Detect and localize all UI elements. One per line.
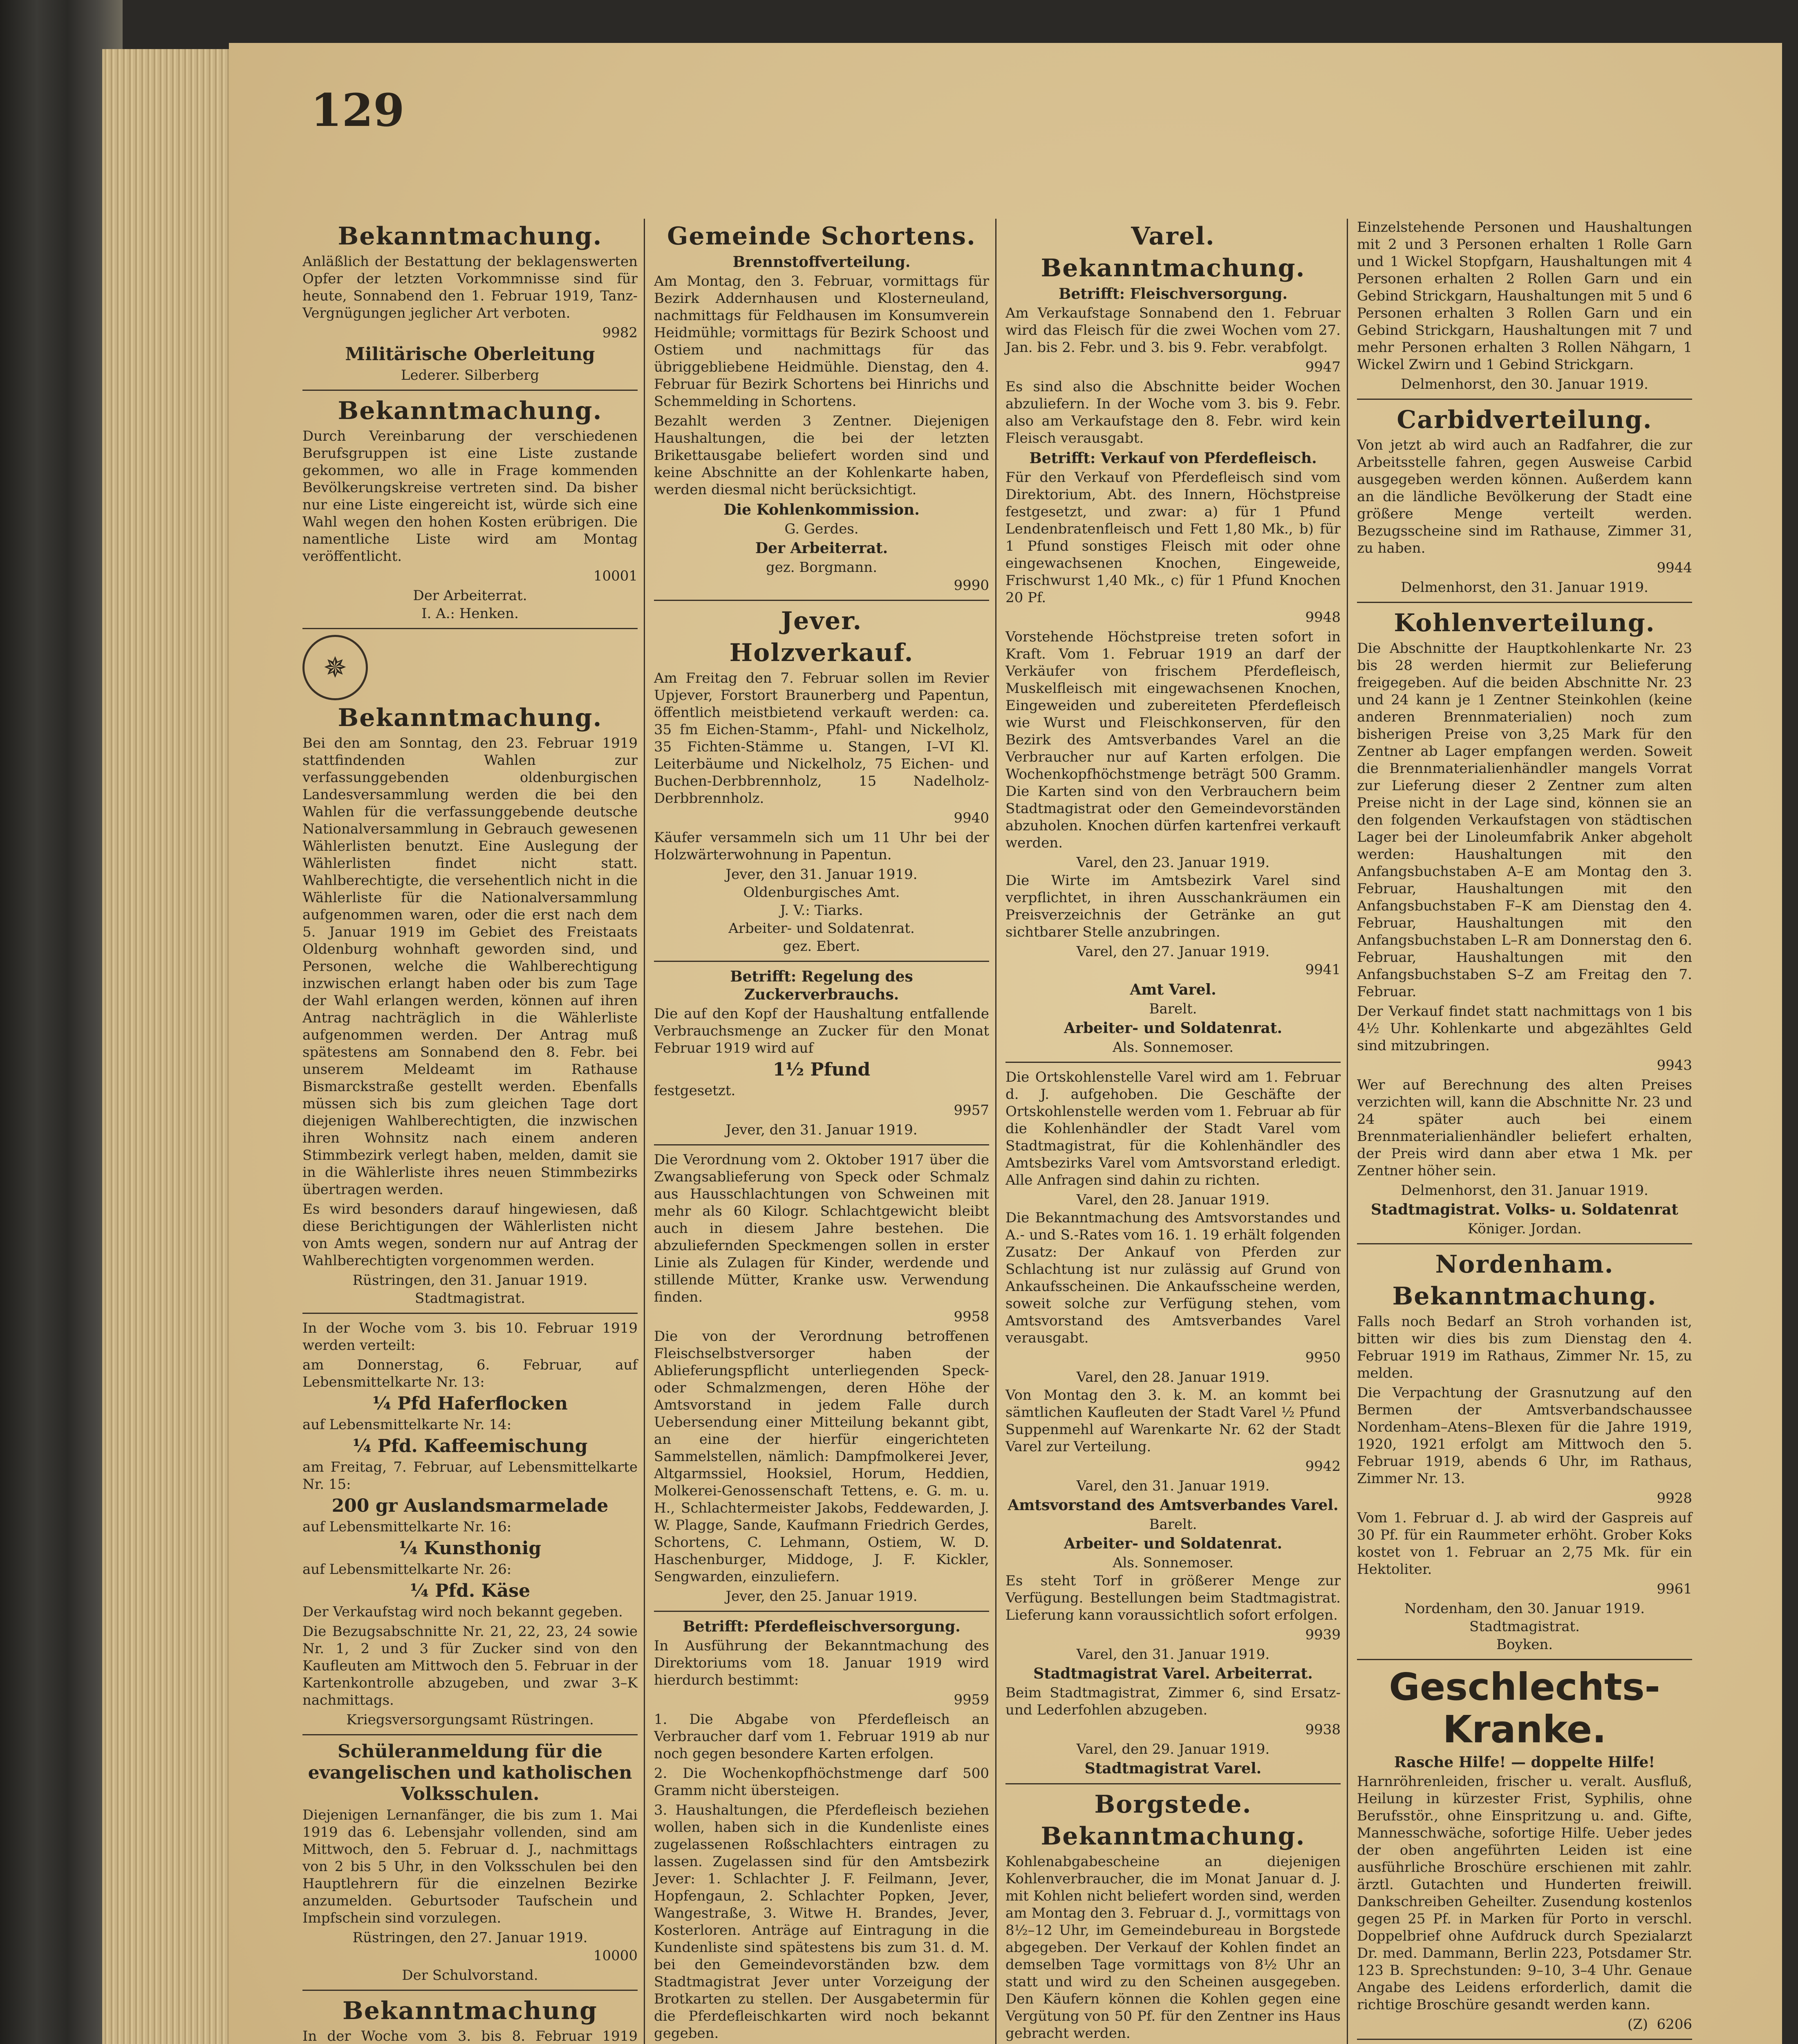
notice-text: In der Woche vom 3. bis 10. Februar 1919 werden verteilt: — [302, 1320, 638, 1354]
ration-line: am Freitag, 7. Februar, auf Lebensmittelkarte Nr. 15: — [302, 1459, 638, 1493]
signature: Arbeiter- und Soldatenrat. — [1064, 1535, 1283, 1552]
divider — [1357, 2039, 1692, 2040]
notice-text: 3. Haushaltungen, die Pferdefleisch beziehen wollen, haben sich in die Kundenliste eines zugelassenen Roßschlachters eintragen zu lassen. Zugelassen sind für den Amtsbezirk Jever: 1. Schlachter J. F. Feilmann, Jever, Hopfengaun, 2. Schlachter Popken, Jever, Wangestraße, 3. Witwe H. Brandes, Jever, Kosterloren. Anträge auf Eintragung in die Kundenliste sind spätestens bis zum 31. d. M. bei den Gemeindevorständen bzw. dem Stadtmagistrat Jever unter Vorzeigung der Brotkarten zu stellen. Der Ausgabetermin für die Pferdefleischkarten wird noch bekannt gegeben. — [654, 1802, 989, 2042]
notice-number: 10001 — [593, 568, 638, 584]
signature: Barelt. — [1149, 1001, 1197, 1017]
notice-text: 1. Die Abgabe von Pferdefleisch an Verbraucher darf vom 1. Februar 1919 ab nur noch gegen besondere Karten erfolgen. — [654, 1711, 989, 1762]
signature: Arbeiter- und Soldatenrat. — [1064, 1020, 1283, 1037]
signature: Der Arbeiterrat. — [413, 587, 527, 604]
divider — [1005, 1783, 1341, 1784]
notice-number: 9943 — [1657, 1057, 1692, 1074]
signature: Arbeiter- und Soldatenrat. — [728, 920, 915, 937]
notice-text: Kohlenabgabescheine an diejenigen Kohlenverbraucher, die im Monat Januar d. J. mit Kohlen nicht beliefert worden sind, werden am Montag den 3. Februar d. J., vormittags von 8½–12 Uhr, im Gemeindebureau in Borgstede abgegeben. Der Verkauf der Kohlen findet an demselben Tage vormittags von 8½ Uhr an statt und wird zu den Scheinen ausgegeben. Den Käufern können die Kohlen gegen eine Vergütung von 50 Pf. für den Zentner ins Haus gebracht werden. — [1005, 1853, 1341, 2042]
notice-text: Es steht Torf in größerer Menge zur Verfügung. Bestellungen beim Stadtmagistrat. Lieferung kann voraussichtlich sofort erfolgen. — [1005, 1573, 1341, 1623]
signature: Boyken. — [1496, 1636, 1553, 1653]
section-title: Jever. — [781, 607, 862, 635]
notice-date: Delmenhorst, den 30. Januar 1919. — [1401, 376, 1648, 392]
signature: Lederer. Silberberg — [401, 367, 540, 383]
notice-text: Anläßlich der Bestattung der beklagenswerten Opfer der letzten Vorkommnisse sind für heute, Sonnabend den 1. Februar 1919, Tanz-Vergnügungen jeglicher Art verboten. — [302, 253, 638, 321]
notice-title: Bekanntmachung. — [338, 397, 602, 425]
signature: Stadtmagistrat Varel. Arbeiterrat. — [1033, 1665, 1313, 1682]
signature: Barelt. — [1149, 1516, 1197, 1533]
notice-text: Die auf den Kopf der Haushaltung entfallende Verbrauchsmenge an Zucker für den Monat Februar 1919 wird auf — [654, 1006, 989, 1056]
notice-text: Die von der Verordnung betroffenen Fleischselbstversorger haben der Ablieferungspflicht unterliegenden Speck- oder Schmalzmengen, deren Höhe der Amtsvorstand in jedem Falle durch Uebersendung einer Mitteilung bekannt gibt, an eine der hierfür eingerichteten Sammelstellen, nämlich: Dampfmolkerei Jever, Altgarmssiel, Hooksiel, Horum, Heddien, Molkerei-Genossenschaft Tettens, e. G. m. u. H., Schlachtermeister Jakobs, Feddewarden, J. W. Plagge, Sande, Kaufmann Friedrich Gerdes, Schortens, C. Lehmann, Ostiem, W. D. Haschenburger, Middoge, J. F. Kickler, Sengwarden, einzuliefern. — [654, 1328, 989, 1585]
notice-text: Am Freitag den 7. Februar sollen im Revier Upjever, Forstort Braunerberg und Papentun, öffentlich meistbietend verkauft werden: ca. 35 fm Eichen-Stamm-, Pfahl- und Nickelholz, 35 Fichten-Stämme u. Stangen, I–VI Kl. Leiterbäume und Nickelholz, 75 Eichen- und Buchen-Derbbrennholz, 15 Nadelholz-Derbbrennholz. — [654, 670, 989, 807]
ration-item: ¼ Pfd. Käse — [410, 1580, 531, 1601]
ration-line: am Donnerstag, 6. Februar, auf Lebensmittelkarte Nr. 13: — [302, 1357, 638, 1390]
notice-text: In Ausführung der Bekanntmachung des Direktoriums vom 18. Januar 1919 wird hierdurch bestimmt: — [654, 1638, 989, 1688]
notice-subtitle: Betrifft: Verkauf von Pferdefleisch. — [1029, 450, 1317, 467]
column-4 — [1357, 219, 1692, 2044]
notice-number: 9961 — [1657, 1581, 1692, 1597]
notice-text: Die Bezugsabschnitte Nr. 21, 22, 23, 24 sowie Nr. 1, 2 und 3 für Zucker sind von den Kaufleuten am Mittwoch den 5. Februar in der Kartenkontrolle abzugeben, und zwar 3–K nachmittags. — [302, 1623, 638, 1708]
notice-text: Von jetzt ab wird auch an Radfahrer, die zur Arbeitsstelle fahren, gegen Ausweise Carbid ausgegeben werden können. Außerdem kann an die ländliche Bevölkerung der Stadt eine größere Menge verteilt werden. Bezugsscheine sind im Rathause, Zimmer 31, zu haben. — [1357, 437, 1692, 556]
column-1 — [302, 219, 638, 2044]
notice-text: Diejenigen Lernanfänger, die bis zum 1. Mai 1919 das 6. Lebensjahr vollenden, sind am Mittwoch, den 5. Februar d. J., nachmittags von 2 bis 5 Uhr, in den Volksschulen bei den Hauptlehrern für die einzelnen Bezirke anzumelden. Geburtsoder Taufschein und Impfschein sind vorzulegen. — [302, 1807, 638, 1926]
notice-text: Am Verkaufstage Sonnabend den 1. Februar wird das Fleisch für die zwei Wochen vom 27. Jan. bis 2. Febr. und 3. bis 9. Febr. verabfolgt. — [1005, 305, 1341, 356]
notice-title: Schüleranmeldung für die evangelischen und katholischen Volksschulen. — [308, 1741, 632, 1804]
notice-number: 9942 — [1305, 1458, 1341, 1475]
divider — [654, 1611, 989, 1612]
divider — [302, 1990, 638, 1991]
authority-name: Militärische Oberleitung — [345, 344, 595, 365]
notice-title: Bekanntmachung. — [1392, 1282, 1657, 1311]
divider — [302, 390, 638, 391]
signature: Der Schulvorstand. — [402, 1967, 538, 1983]
page-number: 129 — [311, 84, 405, 137]
notice-title: Bekanntmachung — [342, 1997, 598, 2025]
notice-text: Am Montag, den 3. Februar, vormittags für Bezirk Addernhausen und Klosterneuland, nachmittags für Feldhausen im Konsumverein Heidmühle; vormittags für Bezirk Schoost und Ostiem und nachmittags für das übriggebliebene Heidmühle. Dienstag, den 4. Februar für Bezirk Schortens bei Hinrichs und Schemmelding in Schortens. — [654, 273, 989, 410]
notice-number: 9938 — [1305, 1721, 1341, 1738]
notice-text: Falls noch Bedarf an Stroh vorhanden ist, bitten wir dies bis zum Dienstag den 4. Februar 1919 im Rathaus, Zimmer Nr. 15, zu melden. — [1357, 1313, 1692, 1381]
signature: Stadtmagistrat. — [1469, 1618, 1580, 1635]
signature: gez. Ebert. — [783, 938, 860, 955]
divider — [1357, 602, 1692, 603]
notice-text: Vorstehende Höchstpreise treten sofort in Kraft. Vom 1. Februar 1919 an darf der Verkäufer von frischem Pferdefleisch, Muskelfleisch mit eingewachsenen Knochen, Eingeweiden und zubereiteten Pferdefleisch wie Wurst und Fleischkonserven, für den Bezirk des Amtsverbandes Varel an die Verbraucher nur auf Karten erfolgen. Die Wochenkopfhöchstmenge beträgt 500 Gramm. Die Karten sind von den Verbrauchern beim Stadtmagistrat oder den Gemeindevorständen abzuholen. Knochen dürfen kartenfrei verkauft werden. — [1005, 629, 1341, 851]
divider — [1005, 1062, 1341, 1063]
notice-text: Wer auf Berechnung des alten Preises verzichten will, kann die Abschnitte Nr. 23 und 24 später auch bei einem Brennmaterialienhändler beliefert erhalten, der Preis wird dann aber etwa 1 Mk. per Zentner höher sein. — [1357, 1077, 1692, 1179]
ad-text: Harnröhrenleiden, frischer u. veralt. Ausfluß, Heilung in kürzester Frist, Syphilis, ohne Berufsstör., ohne Einspritzung u. and. Gifte, Mannesschwäche, sofortige Hilfe. Ueber jedes der oben angeführten Leiden ist eine ausführliche Broschüre erschienen mit zahlr. ärztl. Gutachten und Hunderten freiwill. Dankschreiben Geheilter. Zusendung kostenlos gegen 25 Pf. in Marken für Porto in verschl. Doppelbrief ohne Aufdruck durch Spezialarzt Dr. med. Dammann, Berlin 223, Potsdamer Str. 123 B. Sprechstunden: 9–10, 3–4 Uhr. Genaue Angabe des Leidens erforderlich, damit die richtige Broschüre gesandt werden kann. — [1357, 1773, 1692, 2013]
notice-date: Varel, den 29. Januar 1919. — [1076, 1741, 1270, 1757]
notice-text: Bei den am Sonntag, den 23. Februar 1919 stattfindenden Wahlen zur verfassunggebenden oldenburgischen Landesversammlung werden die bei den Wahlen für die verfassunggebende deutsche Nationalversammlung in Gebrauch gewesenen Wählerlisten benutzt. Eine Auslegung der Wählerlisten findet nicht statt. Wahlberechtigte, die versehentlich nicht in die Wählerliste für die Nationalversammlung aufgenommen waren, oder die erst nach dem 5. Januar 1919 im Gebiet des Freistaats Oldenburg wohnhaft geworden sind, und Personen, welche die Wahlberechtigung inzwischen erlangt haben oder bis zum Tage der Wahl erlangen werden, können auf ihren Antrag nachträglich in die Wählerliste aufgenommen werden. Der Antrag muß spätestens am Sonnabend den 8. Febr. bei unserem Meldeamt im Rathause Bismarckstraße gestellt werden. Ebenfalls müssen sich bis zum gleichen Tage dort diejenigen Wahlberechtigten, die inzwischen ihren Wohnsitz nach einem anderen Stimmbezirk verlegt haben, melden, damit sie in die Wählerliste ihres neuen Stimmbezirks übertragen werden. — [302, 735, 638, 1198]
ration-item: ¼ Kunsthonig — [399, 1538, 542, 1559]
notice-title: Carbidverteilung. — [1397, 406, 1652, 434]
signature: I. A.: Henken. — [421, 605, 519, 622]
notice-date: Varel, den 28. Januar 1919. — [1076, 1369, 1270, 1385]
notice-date: Varel, den 23. Januar 1919. — [1076, 854, 1270, 871]
notice-date: Varel, den 28. Januar 1919. — [1076, 1192, 1270, 1208]
notice-text: Für den Verkauf von Pferdefleisch sind vom Direktorium, Abt. des Innern, Höchstpreise festgesetzt, und zwar: a) für 1 Pfund Lendenbratenfleisch und Fett 1,80 Mk., b) für 1 Pfund sonstiges Fleisch mit oder ohne eingewachsenen Knochen, Eingeweide, Frischwurst 1,40 Mk., c) für 1 Pfund Knochen 20 Pf. — [1005, 469, 1341, 606]
notice-number: 9948 — [1305, 609, 1341, 625]
signature: Stadtmagistrat Varel. — [1084, 1760, 1262, 1777]
notice-text: festgesetzt. — [654, 1083, 736, 1099]
signature: Stadtmagistrat. — [415, 1290, 525, 1307]
notice-number: 9990 — [954, 577, 989, 594]
notice-text: Durch Vereinbarung der verschiedenen Berufsgruppen ist eine Liste zustande gekommen, wo alle in Frage kommenden Bevölkerungskreise vertreten sind. Da bisher nur eine Liste eingereicht ist, würde sich eine Wahl wegen den hohen Kosten erübrigen. Die namentliche Liste wird am Montag veröffentlicht. — [302, 428, 638, 565]
city-seal-icon: ✵ — [302, 635, 368, 700]
notice-title: Bekanntmachung. — [338, 222, 602, 251]
notice-subtitle: Betrifft: Fleischversorgung. — [1058, 285, 1288, 303]
notice-number: 9957 — [954, 1102, 989, 1118]
notice-text: Es wird besonders darauf hingewiesen, daß diese Berichtigungen der Wählerlisten nicht von Amts wegen, sondern nur auf Antrag der Wahlberechtigten vorgenommen werden. — [302, 1201, 638, 1269]
ration-item: ¼ Pfd Haferflocken — [372, 1393, 568, 1414]
notice-title: Bekanntmachung. — [338, 704, 602, 732]
section-title: Nordenham. — [1435, 1250, 1614, 1279]
column-rule — [995, 219, 996, 2044]
notice-number: 9939 — [1305, 1627, 1341, 1643]
ration-amount: 1½ Pfund — [772, 1059, 871, 1080]
notice-text: Bezahlt werden 3 Zentner. Diejenigen Haushaltungen, die bei der letzten Brikettausgabe beliefert worden sind und keine Abschnitte an der Kohlenkarte haben, werden diesmal nicht berücksichtigt. — [654, 413, 989, 498]
notice-subtitle: Betrifft: Regelung des Zuckerverbrauchs. — [730, 968, 913, 1003]
notice-subtitle: Betrifft: Pferdefleischversorgung. — [683, 1618, 961, 1635]
column-rule — [1347, 219, 1348, 2044]
ration-line: auf Lebensmittelkarte Nr. 14: — [302, 1416, 512, 1433]
signature: Als. Sonnemoser. — [1113, 1555, 1234, 1571]
divider — [302, 628, 638, 629]
signature: Die Kohlenkommission. — [723, 501, 920, 518]
notice-title: Kohlenverteilung. — [1394, 609, 1655, 637]
ad-number: 6206 — [1657, 2016, 1692, 2033]
notice-text: Einzelstehende Personen und Haushaltungen mit 2 und 3 Personen erhalten 1 Rolle Garn und 1 Wickel Stopfgarn, Haushaltungen mit 4 Personen erhalten 2 Rollen Garn und ein Gebind Strickgarn, Haushaltungen mit 5 und 6 Personen erhalten 3 Rollen Garn und ein Gebind Strickgarn, Haushaltungen mit 7 und mehr Personen erhalten 3 Rollen Nähgarn, 1 Wickel Zwirn und 1 Gebind Strickgarn. — [1357, 219, 1692, 373]
notice-date: Varel, den 31. Januar 1919. — [1076, 1478, 1270, 1494]
notice-text: In der Woche vom 3. bis 8. Februar 1919 — [302, 2028, 638, 2044]
notice-text: Von Montag den 3. k. M. an kommt bei sämtlichen Kaufleuten der Stadt Varel ½ Pfund Suppenmehl auf Warenkarte Nr. 62 der Stadt Varel zur Verteilung. — [1005, 1387, 1341, 1455]
notice-date: Varel, den 31. Januar 1919. — [1076, 1646, 1270, 1663]
notice-number: 10000 — [593, 1948, 638, 1964]
signature: Amtsvorstand des Amtsverbandes Varel. — [1008, 1497, 1339, 1514]
notice-number: 9940 — [954, 810, 989, 826]
divider — [302, 1313, 638, 1314]
notice-number: 9950 — [1305, 1349, 1341, 1366]
signature: Königer. Jordan. — [1467, 1221, 1582, 1237]
signature: J. V.: Tiarks. — [780, 902, 863, 919]
column-rule — [644, 219, 645, 2044]
signature: Stadtmagistrat. Volks- u. Soldatenrat — [1371, 1201, 1678, 1218]
column-3 — [1005, 219, 1341, 2044]
divider — [302, 1734, 638, 1735]
newspaper-page — [229, 43, 1782, 2044]
ration-line: auf Lebensmittelkarte Nr. 26: — [302, 1561, 512, 1578]
notice-title: Bekanntmachung. — [1041, 254, 1305, 282]
section-title: Gemeinde Schortens. — [667, 222, 976, 251]
signature: Oldenburgisches Amt. — [743, 884, 900, 901]
notice-text: Käufer versammeln sich um 11 Uhr bei der Holzwärterwohnung in Papentun. — [654, 829, 989, 863]
divider — [1357, 1243, 1692, 1244]
notice-text: Beim Stadtmagistrat, Zimmer 6, sind Ersatz- und Lederfohlen abzugeben. — [1005, 1685, 1341, 1718]
notice-number: 9958 — [954, 1309, 989, 1325]
notice-title: Holzverkauf. — [729, 639, 914, 667]
notice-text: Die Abschnitte der Hauptkohlenkarte Nr. 23 bis 28 werden hiermit zur Belieferung freigegeben. Auf die beiden Abschnitte Nr. 23 und 24 kann je 1 Zentner Steinkohlen (keine anderen Brennmaterialien) noch zum bisherigen Preise von 3,25 Mark für den Zentner ab Lager empfangen werden. Soweit die Brennmaterialienhändler mangels Vorrat zur Lieferung dieser 2 Zentner zum alten Preise nicht in der Lage sind, können sie an den folgenden Verkaufstagen von städtischen Lager bei der Linoleumfabrik Anker abgeholt werden: Haushaltungen mit den Anfangsbuchstaben A–E am Montag den 3. Februar, Haushaltungen mit den Anfangsbuchstaben F–K am Dienstag den 4. Februar, Haushaltungen mit den Anfangsbuchstaben L–R am Donnerstag den 6. Februar, Haushaltungen mit den Anfangsbuchstaben S–Z am Freitag den 7. Februar. — [1357, 640, 1692, 1000]
divider — [1357, 399, 1692, 400]
section-title: Varel. — [1131, 222, 1215, 251]
notice-date: Rüstringen, den 27. Januar 1919. — [352, 1930, 588, 1946]
signature: Als. Sonnemoser. — [1113, 1039, 1234, 1056]
notice-date: Jever, den 31. Januar 1919. — [725, 1122, 918, 1138]
signature: Kriegsversorgungsamt Rüstringen. — [346, 1712, 594, 1728]
notice-text: Die Verordnung vom 2. Oktober 1917 über die Zwangsablieferung von Speck oder Schmalz aus Hausschlachtungen von Schweinen mit mehr als 60 Kilogr. Schlachtgewicht bleibt auch in diesem Jahre bestehen. Die abzuliefernden Speckmengen sollen in erster Linie als Zulagen für Kinder, werdende und stillende Mütter, Kranke usw. Verwendung finden. — [654, 1152, 989, 1305]
notice-title: Bekanntmachung. — [1041, 1822, 1305, 1851]
notice-date: Jever, den 31. Januar 1919. — [725, 866, 918, 883]
notice-number — [1357, 2016, 1692, 2033]
divider — [1357, 1659, 1692, 1660]
signature: Amt Varel. — [1130, 981, 1216, 998]
ration-item: 200 gr Auslandsmarmelade — [331, 1495, 609, 1516]
notice-text: Die Ortskohlenstelle Varel wird am 1. Februar d. J. aufgehoben. Die Geschäfte der Ortskohlenstelle werden vom 1. Februar ab für die Kohlenhändler der Stadt Varel vom Stadtmagistrat, für die Kohlenhändler des Amtsbezirks Varel vom Amtsvorstand erledigt. Alle Anfragen sind dahin zu richten. — [1005, 1069, 1341, 1188]
notice-text: 2. Die Wochenkopfhöchstmenge darf 500 Gramm nicht übersteigen. — [654, 1765, 989, 1799]
ad-headline: Geschlechts-Kranke. — [1389, 1665, 1660, 1751]
divider — [654, 1144, 989, 1145]
notice-date: Rüstringen, den 31. Januar 1919. — [352, 1272, 588, 1289]
notice-text: Der Verkauf findet statt nachmittags von 1 bis 4½ Uhr. Kohlenkarte und abgezähltes Geld sind mitzubringen. — [1357, 1003, 1692, 1054]
notice-number: 9928 — [1657, 1490, 1692, 1506]
page-edges — [102, 49, 237, 2044]
notice-number: 9947 — [1305, 359, 1341, 375]
ration-line: auf Lebensmittelkarte Nr. 16: — [302, 1519, 512, 1535]
notice-date: Delmenhorst, den 31. Januar 1919. — [1401, 579, 1648, 596]
signature: Der Arbeiterrat. — [755, 540, 888, 557]
notice-date: Varel, den 27. Januar 1919. — [1076, 944, 1270, 960]
notice-text: Die Verpachtung der Grasnutzung auf den Bermen der Amtsverbandschaussee Nordenham–Atens–Blexen für die Jahre 1919, 1920, 1921 erfolgt am Mittwoch den 5. Februar 1919, abends 6 Uhr, im Rathaus, Zimmer Nr. 13. — [1357, 1385, 1692, 1487]
notice-subtitle: Brennstoffverteilung. — [732, 253, 911, 271]
signature: gez. Borgmann. — [766, 559, 877, 576]
ad-tag: (Z) — [1627, 2016, 1648, 2033]
notice-date: Nordenham, den 30. Januar 1919. — [1404, 1600, 1645, 1617]
column-2 — [654, 219, 989, 2044]
notice-text: Die Bekanntmachung des Amtsvorstandes und A.- und S.-Rates vom 16. 1. 19 erhält folgenden Zusatz: Der Ankauf von Pferden zur Schlachtung ist nur zulässig auf Grund von Ankaufsscheinen. Die Ankaufsscheine werden, soweit solche zur Verfügung stehen, vom Amtsvorstand des Amtsverbandes Varel verausgabt. — [1005, 1210, 1341, 1346]
notice-number: 9982 — [602, 325, 638, 341]
section-title: Borgstede. — [1094, 1790, 1252, 1819]
divider — [654, 961, 989, 962]
notice-text: Der Verkaufstag wird noch bekannt gegeben. — [302, 1604, 623, 1620]
notice-date: Jever, den 25. Januar 1919. — [725, 1588, 918, 1605]
ration-item: ¼ Pfd. Kaffeemischung — [352, 1436, 588, 1457]
notice-text: Die Wirte im Amtsbezirk Varel sind verpflichtet, in ihren Ausschankräumen ein Preisverzeichnis der Getränke an gut sichtbarer Stelle anzubringen. — [1005, 872, 1341, 940]
notice-number: 9959 — [954, 1692, 989, 1708]
ad-subtitle: Rasche Hilfe! — doppelte Hilfe! — [1394, 1754, 1655, 1771]
notice-text: Es sind also die Abschnitte beider Wochen abzuliefern. In der Woche vom 3. bis 9. Febr. also am Verkaufstage den 8. Febr. wird kein Fleisch verausgabt. — [1005, 379, 1341, 446]
signature: G. Gerdes. — [784, 521, 859, 537]
notice-number: 9941 — [1305, 961, 1341, 978]
notice-number: 9944 — [1657, 560, 1692, 576]
notice-text: Vom 1. Februar d. J. ab wird der Gaspreis auf 30 Pf. für ein Raummeter erhöht. Grober Koks kostet von 1. Februar an 2,75 Mk. für ein Hektoliter. — [1357, 1510, 1692, 1578]
divider — [654, 600, 989, 601]
notice-date: Delmenhorst, den 31. Januar 1919. — [1401, 1182, 1648, 1199]
